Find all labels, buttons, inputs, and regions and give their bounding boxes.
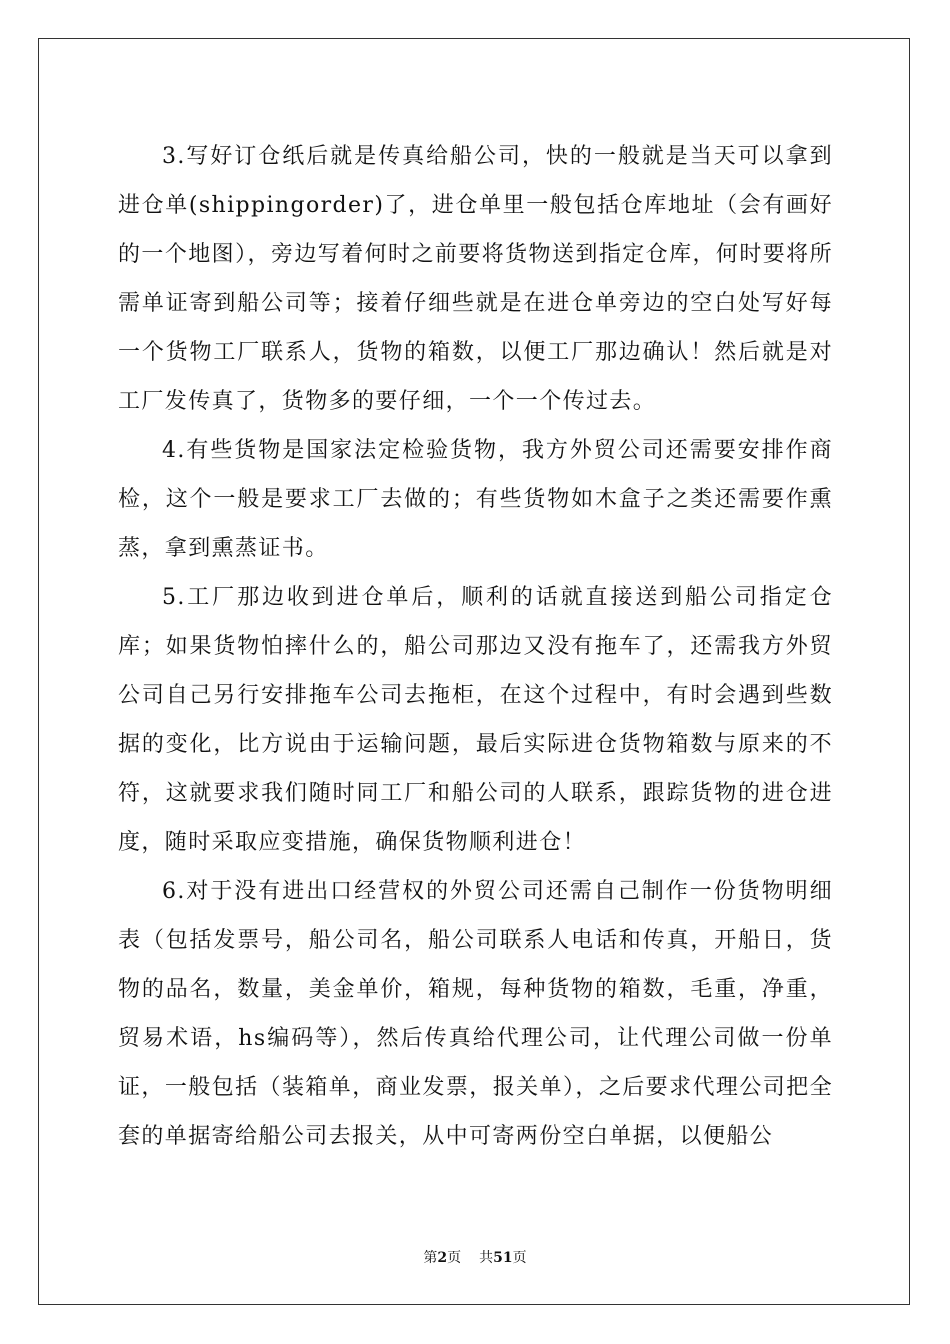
current-page-number: 2 — [437, 1250, 448, 1266]
paragraph-4: 4.有些货物是国家法定检验货物，我方外贸公司还需要安排作商检，这个一般是要求工厂去做的；有些货物如木盒子之类还需要作熏蒸，拿到熏蒸证书。 — [118, 438, 833, 561]
paragraph-5: 5.工厂那边收到进仓单后，顺利的话就直接送到船公司指定仓库；如果货物怕摔什么的，船公司那边又没有拖车了，还需我方外贸公司自己另行安排拖车公司去拖柜，在这个过程中，有时会遇到些数据的变化，比方说由于运输问题，最后实际进仓货物箱数与原来的不符，这就要求我们随时同工厂和船公司的人联系，跟踪货物的进仓进度，随时采取应变措施，确保货物顺利进仓！ — [118, 585, 833, 855]
footer-total-prefix: 共 — [479, 1250, 494, 1266]
footer-total-unit: 页 — [512, 1250, 527, 1266]
document-body — [118, 132, 833, 1161]
footer-page-unit: 页 — [447, 1250, 462, 1266]
total-pages-number: 51 — [493, 1250, 513, 1266]
paragraph-6: 6.对于没有进出口经营权的外贸公司还需自己制作一份货物明细表（包括发票号，船公司名，船公司联系人电话和传真，开船日，货物的品名，数量，美金单价，箱规，每种货物的箱数，毛重，净重，贸易术语，hs编码等），然后传真给代理公司，让代理公司做一份单证，一般包括（装箱单，商业发票，报关单），之后要求代理公司把全套的单据寄给船公司去报关，从中可寄两份空白单据，以便船公 — [118, 879, 833, 1149]
paragraph-3: 3.写好订仓纸后就是传真给船公司，快的一般就是当天可以拿到进仓单(shippingorder)了，进仓单里一般包括仓库地址（会有画好的一个地图），旁边写着何时之前要将货物送到指定仓库，何时要将所需单证寄到船公司等；接着仔细些就是在进仓单旁边的空白处写好每一个货物工厂联系人，货物的箱数，以便工厂那边确认！然后就是对工厂发传真了，货物多的要仔细，一个一个传过去。 — [118, 144, 833, 414]
footer-prefix: 第 — [423, 1250, 438, 1266]
page-footer — [0, 1247, 950, 1267]
